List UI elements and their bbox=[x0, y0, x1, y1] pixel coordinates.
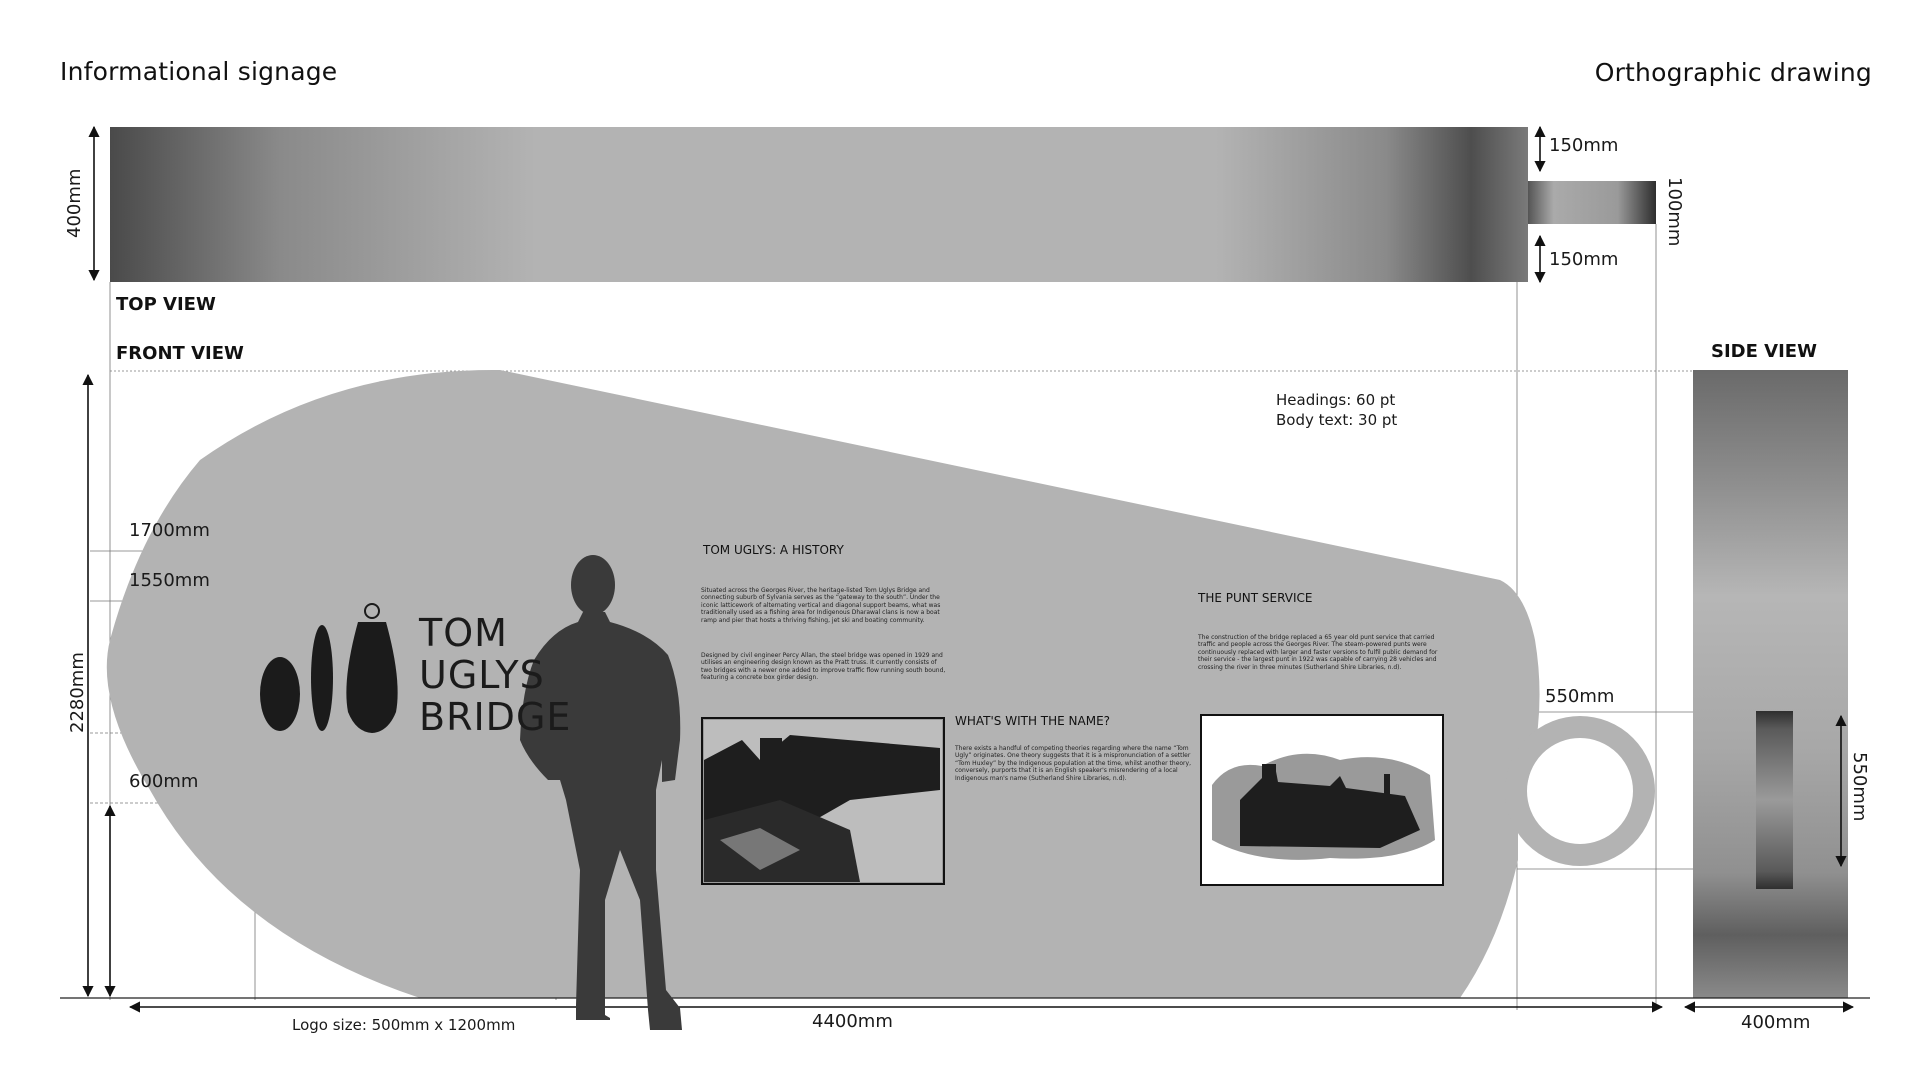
top-view-nub bbox=[1528, 181, 1656, 224]
logo-line-2: UGLYS bbox=[419, 653, 545, 697]
ring-frame bbox=[1516, 727, 1644, 855]
top-view-label: TOP VIEW bbox=[116, 294, 216, 315]
note-headings: Headings: 60 pt bbox=[1276, 391, 1396, 409]
dim-front-height: 2280mm bbox=[67, 652, 88, 733]
dim-top-upper: 150mm bbox=[1549, 135, 1619, 156]
right-header: Orthographic drawing bbox=[1594, 58, 1872, 87]
name-title: WHAT'S WITH THE NAME? bbox=[955, 714, 1111, 728]
dim-front-width: 4400mm bbox=[812, 1011, 893, 1032]
side-view-ring-slot bbox=[1756, 711, 1793, 889]
front-view-label: FRONT VIEW bbox=[116, 343, 244, 364]
left-header: Informational signage bbox=[60, 57, 338, 86]
dim-top-height: 400mm bbox=[64, 168, 85, 238]
side-view-label: SIDE VIEW bbox=[1711, 341, 1817, 362]
history-paragraph-2: Designed by civil engineer Percy Allan, the steel bridge was opened in 1929 and utilises an engineering design known as the Pratt truss. It currently consists of two bridges with a newer one added to improve traffic flow running south bound, featuring a concrete box girder design. bbox=[701, 652, 946, 682]
note-logo-size: Logo size: 500mm x 1200mm bbox=[292, 1016, 516, 1034]
dim-1550: 1550mm bbox=[129, 570, 210, 591]
side-view-panel bbox=[1693, 370, 1848, 998]
dim-side-width: 400mm bbox=[1741, 1012, 1811, 1033]
dim-ring: 550mm bbox=[1545, 686, 1615, 707]
logo-line-1: TOM bbox=[419, 611, 508, 655]
history-title: TOM UGLYS: A HISTORY bbox=[703, 543, 844, 557]
dim-1700: 1700mm bbox=[129, 520, 210, 541]
dim-side-ring: 550mm bbox=[1849, 752, 1870, 822]
bridge-photo-icon bbox=[702, 718, 944, 884]
logo-line-3: BRIDGE bbox=[419, 695, 572, 739]
top-view-bar bbox=[110, 127, 1528, 282]
history-paragraph-1: Situated across the Georges River, the heritage-listed Tom Uglys Bridge and connecting suburb of Sylvania serves as the “gateway to the south”. Under the iconic latticework of alternating vertical and diagonal support beams, what was traditionally used as a fishing area for Indigenous Dharawal clans is now a boat ramp and pier that hosts a thriving fishing, jet ski and boating community. bbox=[701, 587, 941, 624]
dim-top-nub: 100mm bbox=[1664, 177, 1685, 247]
punt-paragraph: The construction of the bridge replaced a 65 year old punt service that carried traffic and people across the Georges River. The steam-powered punts were continuously replaced with larger and faster versions to fulfil public demand for their service - the largest punt in 1922 was capable of carrying 28 vehicles and crossing the river in three minutes (Sutherland Shire Libraries, n.d). bbox=[1198, 634, 1438, 671]
dim-top-lower: 150mm bbox=[1549, 249, 1619, 270]
logo-text bbox=[419, 612, 571, 738]
name-paragraph: There exists a handful of competing theories regarding where the name “Tom Ugly” originates. One theory suggests that it is a mispronunciation of a settler “Tom Huxley” by the Indigenous population at the time, whilst another theory, conversely, purports that it is an English speaker's misrendering of a local Indigenous man's name (Sutherland Shire Libraries, n.d). bbox=[955, 745, 1191, 782]
punt-photo-icon bbox=[1201, 715, 1443, 885]
dim-600: 600mm bbox=[129, 771, 199, 792]
punt-title: THE PUNT SERVICE bbox=[1198, 591, 1313, 605]
note-body: Body text: 30 pt bbox=[1276, 411, 1398, 429]
